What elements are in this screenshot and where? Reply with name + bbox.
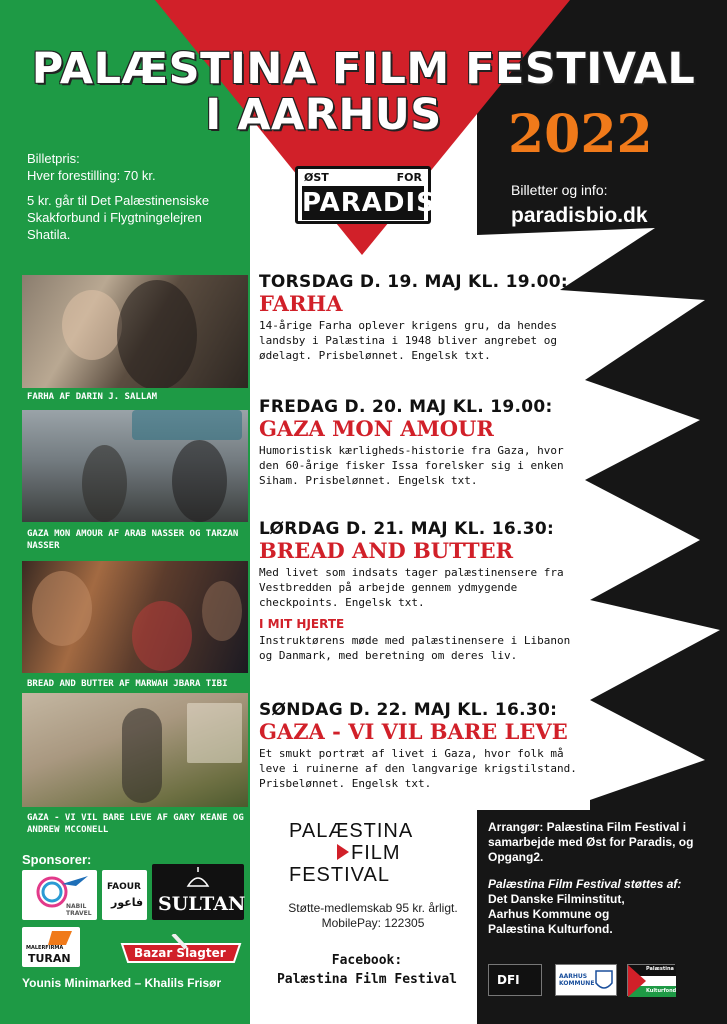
festival-year: 2022 xyxy=(508,104,653,165)
ost-for-paradis-logo xyxy=(295,166,436,224)
membership-info xyxy=(273,901,473,931)
pricing-info xyxy=(27,150,242,251)
event-date: FREDAG D. 20. MAJ KL. 19.00: xyxy=(259,397,553,417)
ticket-url[interactable]: paradisbio.dk xyxy=(511,204,648,227)
event-film-title: FARHA xyxy=(259,291,343,316)
bread-and-butter-photo xyxy=(22,561,248,673)
logo-paradis: PARADIS xyxy=(302,188,436,218)
event-bread-and-butter xyxy=(259,519,589,663)
festival-logo xyxy=(289,820,413,886)
turan-top-text: MALERFIRMA xyxy=(26,945,64,951)
farha-photo xyxy=(22,275,248,388)
price-label: Billetpris: xyxy=(27,151,80,166)
bazar-slagter-text: Bazar Slagter xyxy=(134,946,226,960)
faour-arabic-text: فاعور xyxy=(111,896,144,909)
gaza-vi-vil-bare-leve-photo xyxy=(22,693,248,807)
event-description: Humoristisk kærligheds-historie fra Gaza, hvor den 60-årige fisker Issa forelsker sig i enken Siham. Prisbelønnet. Engelsk txt. xyxy=(259,444,564,487)
event-date: TORSDAG D. 19. MAJ KL. 19.00: xyxy=(259,272,569,292)
mobilepay-number: MobilePay: 122305 xyxy=(321,916,425,930)
organizer-text: Arrangør: Palæstina Film Festival i samarbejde med Øst for Paradis, og Opgang2. xyxy=(488,820,694,864)
kulturfond-top-text: Palæstina xyxy=(646,966,674,972)
event-description: Med livet som indsats tager palæstinensere fra Vestbredden på arbejde gennem ydmygende checkpoints. Engelsk txt. xyxy=(259,566,564,609)
nabil-travel-logo xyxy=(22,870,97,920)
dfi-logo xyxy=(488,964,542,996)
faour-text: FAOUR xyxy=(107,882,141,892)
faour-logo xyxy=(102,870,147,920)
event-subfilm-title: I MIT HJERTE xyxy=(259,617,345,631)
supporter-item: Palæstina Kulturfond. xyxy=(488,922,613,936)
sultan-text: SULTAN xyxy=(158,893,246,915)
palaestina-kulturfond-logo xyxy=(627,964,675,996)
turan-text: TURAN xyxy=(28,952,71,965)
festival-logo-line3: FESTIVAL xyxy=(289,864,390,886)
turan-logo xyxy=(22,927,80,967)
bread-and-butter-caption: BREAD AND BUTTER AF MARWAH JBARA TIBI xyxy=(27,679,228,689)
event-date: LØRDAG D. 21. MAJ KL. 16.30: xyxy=(259,519,555,539)
aarhus-kommune-logo xyxy=(555,964,617,996)
event-gaza-vi-vil-bare-leve xyxy=(259,700,589,791)
sponsors-title: Sponsorer: xyxy=(22,852,92,867)
bazar-slagter-logo xyxy=(118,934,244,966)
gaza-mon-amour-photo xyxy=(22,410,248,522)
event-subfilm-description: Instruktørens møde med palæstinensere i Libanon og Danmark, med beretning om deres liv. xyxy=(259,634,571,662)
sultan-logo xyxy=(152,864,244,920)
ticket-info xyxy=(511,182,648,228)
gaza-mon-amour-caption: GAZA MON AMOUR AF ARAB NASSER OG TARZAN NASSER xyxy=(27,529,239,551)
supporter-item: Det Danske Filminstitut, xyxy=(488,892,625,906)
organizer-info xyxy=(488,820,718,937)
logo-for: FOR xyxy=(396,171,422,184)
festival-title: PALÆSTINA FILM FESTIVAL xyxy=(31,44,696,94)
sponsors-footer: Younis Minimarked – Khalils Frisør xyxy=(22,976,222,990)
festival-logo-line1: PALÆSTINA xyxy=(289,820,414,842)
dfi-text: DFI xyxy=(497,973,520,987)
event-gaza-mon-amour xyxy=(259,397,589,488)
membership-price: Støtte-medlemskab 95 kr. årligt. xyxy=(288,901,458,915)
facebook-info xyxy=(262,951,472,989)
event-film-title: GAZA MON AMOUR xyxy=(259,416,494,441)
facebook-label: Facebook: xyxy=(331,953,403,968)
aarhus-kommune-text: AARHUS KOMMUNE xyxy=(559,973,595,987)
event-description: Et smukt portræt af livet i Gaza, hvor folk må leve i ruinerne af den langvarige krigstilstand. Prisbelønnet. Engelsk txt. xyxy=(259,747,577,790)
event-farha xyxy=(259,272,589,363)
red-triangle-icon xyxy=(337,844,349,860)
price-value: Hver forestilling: 70 kr. xyxy=(27,168,156,183)
festival-logo-line2: FILM xyxy=(351,842,401,864)
event-date: SØNDAG D. 22. MAJ KL. 16.30: xyxy=(259,700,558,720)
event-film-title: BREAD AND BUTTER xyxy=(259,538,514,563)
event-film-title: GAZA - VI VIL BARE LEVE xyxy=(259,719,568,744)
festival-city: I AARHUS xyxy=(205,90,442,140)
nabil-travel-text: NABIL TRAVEL xyxy=(66,903,92,917)
logo-ost: ØST xyxy=(304,171,329,184)
farha-caption: FARHA AF DARIN J. SALLAM xyxy=(27,392,158,402)
donation-note: 5 kr. går til Det Palæstinensiske Skakforbund i Flygtningelejren Shatila. xyxy=(27,193,210,242)
event-description: 14-årige Farha oplever krigens gru, da hendes landsby i Palæstina i 1948 bliver angrebet og ødelagt. Prisbelønnet. Engelsk txt. xyxy=(259,319,558,362)
ticket-label: Billetter og info: xyxy=(511,182,608,198)
facebook-page-name[interactable]: Palæstina Film Festival xyxy=(276,972,457,987)
supporter-item: Aarhus Kommune og xyxy=(488,907,610,921)
kulturfond-bottom-text: Kulturfond xyxy=(646,988,677,994)
gaza-vi-vil-bare-leve-caption: GAZA - VI VIL BARE LEVE AF GARY KEANE OG ANDREW MCCONELL xyxy=(27,813,244,835)
supported-by-label: Palæstina Film Festival støttes af: xyxy=(488,877,682,891)
aarhus-crest-icon xyxy=(594,969,614,993)
